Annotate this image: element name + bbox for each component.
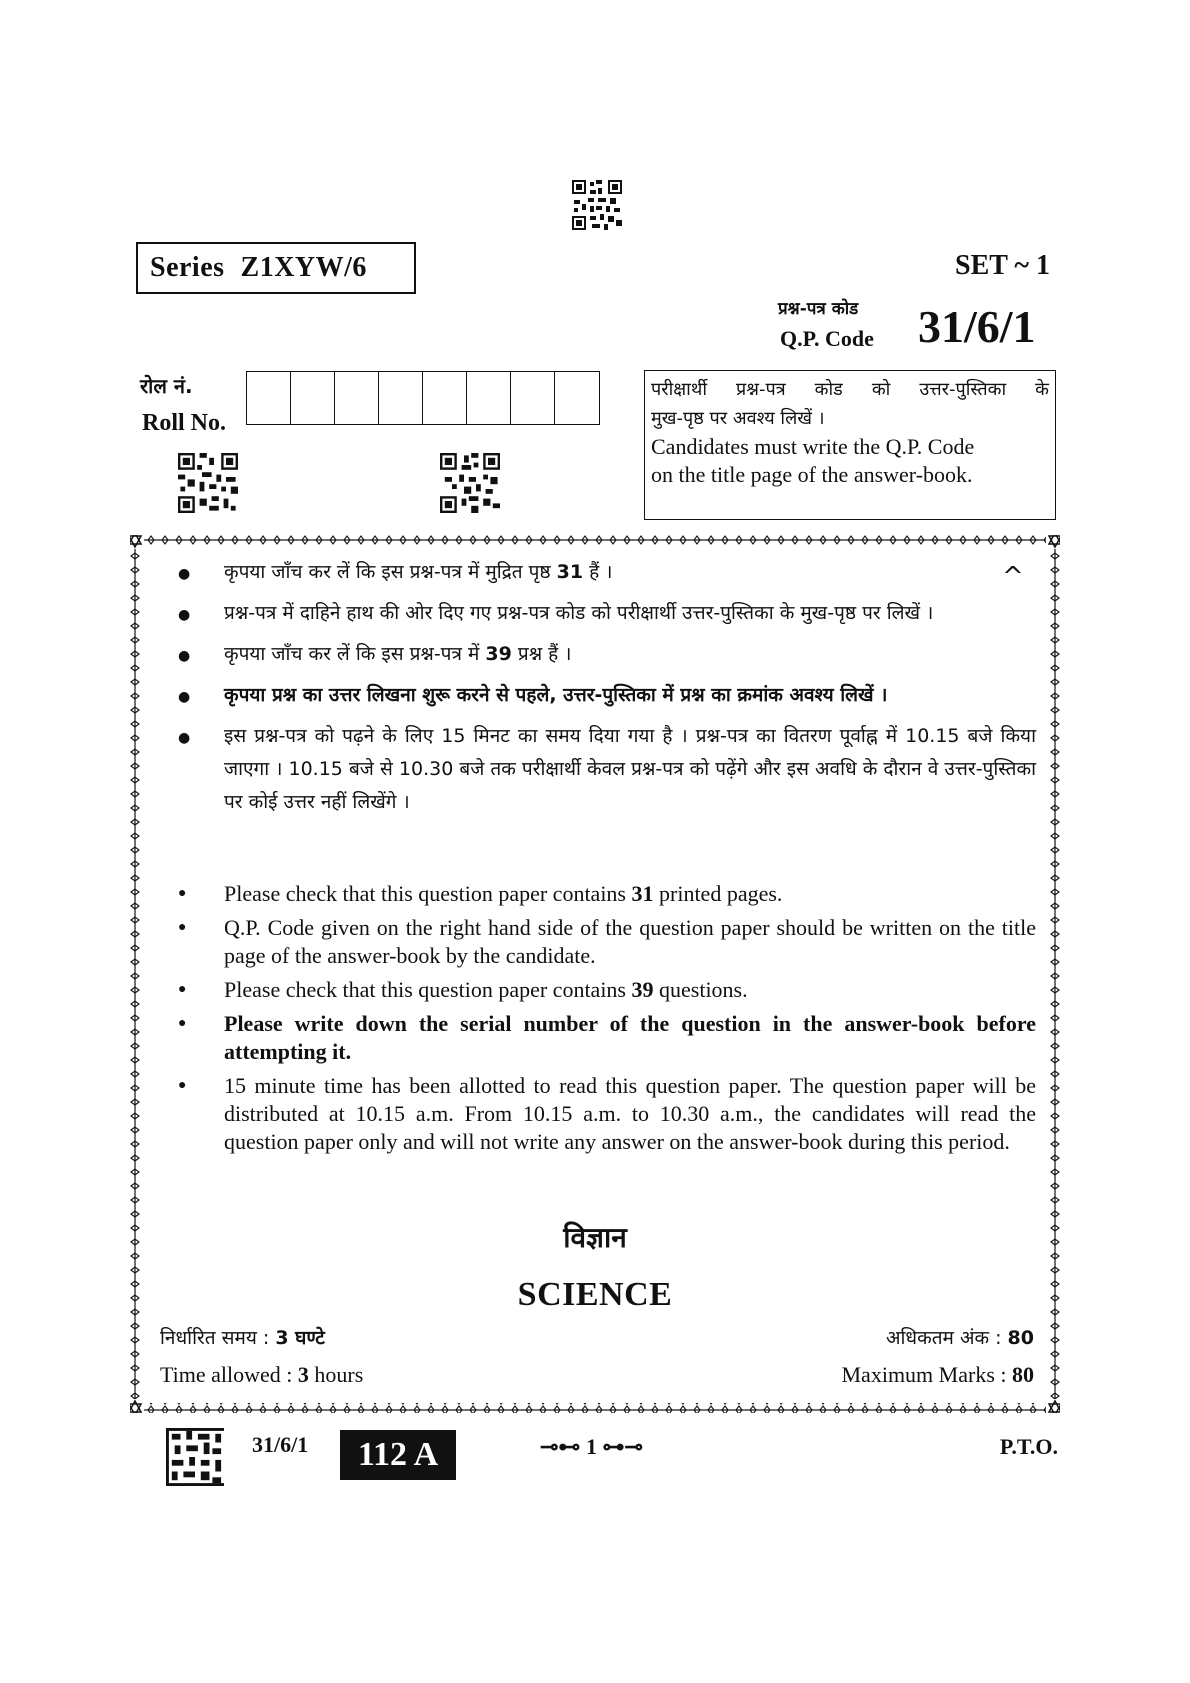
instruction-item: ● कृपया जाँच कर लें कि इस प्रश्न-पत्र में मुद्रित पृष्ठ 31 हैं ।: [178, 556, 1036, 589]
qp-code-label: Q.P. Code: [780, 326, 874, 351]
roll-digit-box[interactable]: [423, 372, 467, 424]
instructions-hindi: [178, 556, 1036, 827]
ornament-right-icon: ⊶⊸: [596, 1434, 643, 1459]
qr-code-icon-left: [178, 453, 238, 513]
footer-qp-code: 31/6/1: [252, 1432, 309, 1457]
footer-badge: 112 A: [340, 1430, 456, 1480]
notice-hindi-line1: परीक्षार्थी प्रश्न-पत्र कोड को उत्तर-पुस्तिका के: [651, 379, 1049, 400]
ornament-left-icon: ⊸⊷: [540, 1434, 586, 1459]
qp-code-label-hindi: प्रश्न-पत्र कोड: [778, 299, 859, 319]
roll-digit-box[interactable]: [335, 372, 379, 424]
roll-digit-box[interactable]: [291, 372, 335, 424]
instruction-item: ● Please check that this question paper contains 39 questions.: [178, 976, 1036, 1004]
instruction-item: ● Please write down the serial number of the question in the answer-book before attempting it.: [178, 1010, 1036, 1066]
page-number: ⊸⊷ 1 ⊶⊸: [540, 1434, 643, 1459]
time-allowed-hindi: निर्धारित समय : 3 घण्टे: [160, 1327, 325, 1349]
instruction-item: ● कृपया जाँच कर लें कि इस प्रश्न-पत्र में 39 प्रश्न हैं ।: [178, 638, 1036, 671]
series-box: [136, 242, 416, 294]
barcode-icon: [166, 1428, 224, 1486]
subject-title-hindi: विज्ञान: [563, 1221, 627, 1254]
roll-number-label: Roll No.: [142, 410, 226, 436]
notice-english-line2: on the title page of the answer-book.: [651, 462, 973, 487]
series-code: Z1XYW/6: [240, 252, 367, 283]
series-label: Series: [150, 252, 225, 283]
maximum-marks: Maximum Marks : 80: [841, 1362, 1034, 1387]
subject-title: SCIENCE: [517, 1276, 673, 1313]
time-allowed: Time allowed : 3 hours: [160, 1362, 364, 1387]
roll-digit-box[interactable]: [511, 372, 555, 424]
roll-digit-box[interactable]: [467, 372, 511, 424]
qr-code-icon-top: [572, 180, 622, 230]
roll-number-label-hindi: रोल नं.: [140, 374, 193, 398]
set-label: SET ~ 1: [955, 250, 1050, 281]
instruction-item: ● प्रश्न-पत्र में दाहिने हाथ की ओर दिए गए प्रश्न-पत्र कोड को परीक्षार्थी उत्तर-पुस्तिका के मुख-पृष्ठ पर लिखें ।: [178, 597, 1036, 630]
qr-code-icon-middle: [440, 453, 500, 513]
roll-number-boxes[interactable]: [246, 371, 600, 425]
notice-hindi-line2: मुख-पृष्ठ पर अवश्य लिखें ।: [651, 408, 825, 429]
qp-code-value: 31/6/1: [918, 301, 1036, 352]
maximum-marks-hindi: अधिकतम अंक : 80: [886, 1327, 1034, 1349]
roll-digit-box[interactable]: [247, 372, 291, 424]
qp-code-notice-box: [644, 370, 1056, 520]
instructions-english: [178, 880, 1036, 1162]
pto-label: P.T.O.: [999, 1434, 1058, 1459]
roll-digit-box[interactable]: [555, 372, 599, 424]
instruction-item: ● 15 minute time has been allotted to read this question paper. The question paper will be distributed at 10.15 a.m. From 10.15 a.m. to 10.30 a.m., the candidates will read the question paper only and will not write any answer on the answer-book during this period.: [178, 1072, 1036, 1156]
instruction-item: ● Q.P. Code given on the right hand side of the question paper should be written on the title page of the answer-book by the candidate.: [178, 914, 1036, 970]
notice-english-line1: Candidates must write the Q.P. Code: [651, 434, 975, 459]
instruction-item: ● Please check that this question paper contains 31 printed pages.: [178, 880, 1036, 908]
caret-mark: ^: [1002, 562, 1024, 592]
instruction-item: ● कृपया प्रश्न का उत्तर लिखना शुरू करने से पहले, उत्तर-पुस्तिका में प्रश्न का क्रमांक अवश्य लिखें ।: [178, 679, 1036, 712]
roll-digit-box[interactable]: [379, 372, 423, 424]
instruction-item: ● इस प्रश्न-पत्र को पढ़ने के लिए 15 मिनट का समय दिया गया है । प्रश्न-पत्र का वितरण पूर्वाह्न में 10.15 बजे किया जाएगा । 10.15 बजे से 10.30 बजे तक परीक्षार्थी केवल प्रश्न-पत्र को पढ़ेंगे और इस अवधि के दौरान वे उत्तर-पुस्तिका पर कोई उत्तर नहीं लिखेंगे ।: [178, 720, 1036, 819]
